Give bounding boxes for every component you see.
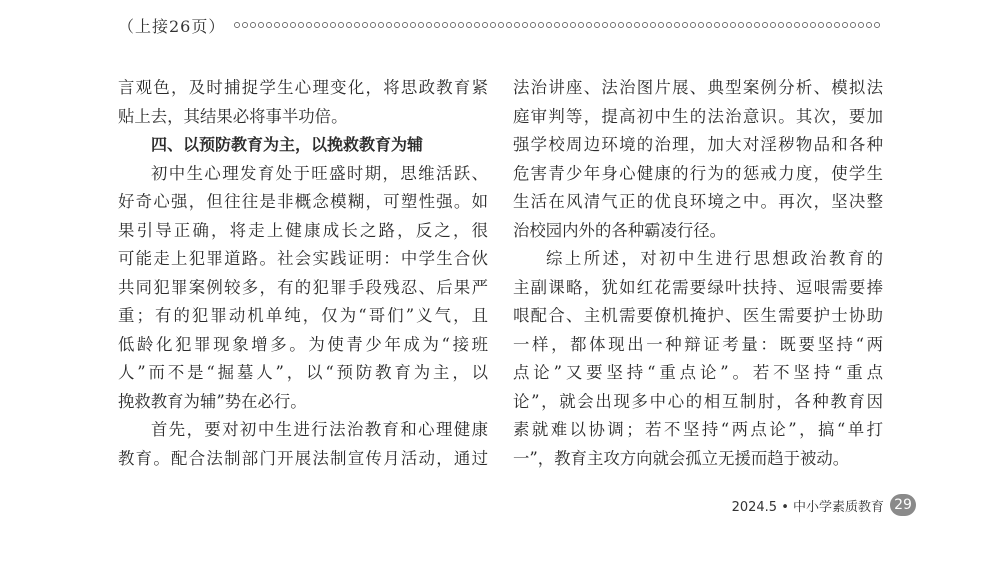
left-column xyxy=(118,74,488,473)
text-line: 可能走上犯罪道路。社会实践证明：中学生合伙 xyxy=(118,249,488,268)
continued-from-label: （上接26页） xyxy=(118,16,226,36)
decorative-rule xyxy=(233,21,882,29)
text-line: 好奇心强，但往往是非概念模糊，可塑性强。如 xyxy=(118,192,488,211)
section-heading: 四、以预防教育为主，以挽救教育为辅 xyxy=(151,135,424,154)
text-line: 庭审判等，提高初中生的法治意识。其次，要加 xyxy=(513,106,883,126)
page-header xyxy=(118,14,882,36)
text-line: 共同犯罪案例较多，有的犯罪手段残忍、后果严 xyxy=(118,277,488,297)
issue-label: 2024.5 • 中小学素质教育 xyxy=(731,499,884,515)
text-line: 果引导正确，将走上健康成长之路，反之，很 xyxy=(118,220,488,240)
text-line: 危害青少年身心健康的行为的惩戒力度，使学生 xyxy=(513,163,883,183)
text-line: 低龄化犯罪现象增多。为使青少年成为“接班 xyxy=(118,334,488,354)
text-line: 教育。配合法制部门开展法制宣传月活动，通过 xyxy=(118,448,488,468)
text-line: 贴上去，其结果必将事半功倍。 xyxy=(118,106,348,126)
text-line: 哏配合、主机需要僚机掩护、医生需要护士协助 xyxy=(513,306,883,325)
text-line: 论”，就会出现多中心的相互制肘，各种教育因 xyxy=(513,391,883,411)
text-line: 法治讲座、法治图片展、典型案例分析、模拟法 xyxy=(513,78,883,97)
text-line: 一样，都体现出一种辩证考量：既要坚持“两 xyxy=(513,334,883,354)
text-line: 一”，教育主攻方向就会孤立无援而趋于被动。 xyxy=(513,448,850,468)
text-line: 综上所述，对初中生进行思想政治教育的 xyxy=(546,249,883,268)
text-line: 重；有的犯罪动机单纯，仅为“哥们”义气，且 xyxy=(118,306,488,325)
text-line: 生活在风清气正的优良环境之中。再次，坚决整 xyxy=(513,192,883,211)
text-line: 人”而不是“掘墓人”，以“预防教育为主，以 xyxy=(118,363,488,382)
text-line: 挽救教育为辅”势在必行。 xyxy=(118,391,307,411)
page-number-badge: 29 xyxy=(890,494,916,516)
text-line: 首先，要对初中生进行法治教育和心理健康 xyxy=(151,420,488,439)
text-line: 言观色，及时捕捉学生心理变化，将思政教育紧 xyxy=(118,78,488,97)
right-column xyxy=(513,74,883,473)
text-line: 初中生心理发育处于旺盛时期，思维活跃、 xyxy=(151,163,488,183)
text-line: 点论”又要坚持“重点论”。若不坚持“重点 xyxy=(513,363,883,382)
text-line: 主副课略，犹如红花需要绿叶扶持、逗哏需要捧 xyxy=(513,277,883,297)
text-line: 治校园内外的各种霸凌行径。 xyxy=(513,220,727,240)
page-footer xyxy=(732,494,916,516)
text-line: 素就难以协调；若不坚持“两点论”，搞“单打 xyxy=(513,420,883,439)
text-line: 强学校周边环境的治理，加大对淫秽物品和各种 xyxy=(513,135,883,154)
